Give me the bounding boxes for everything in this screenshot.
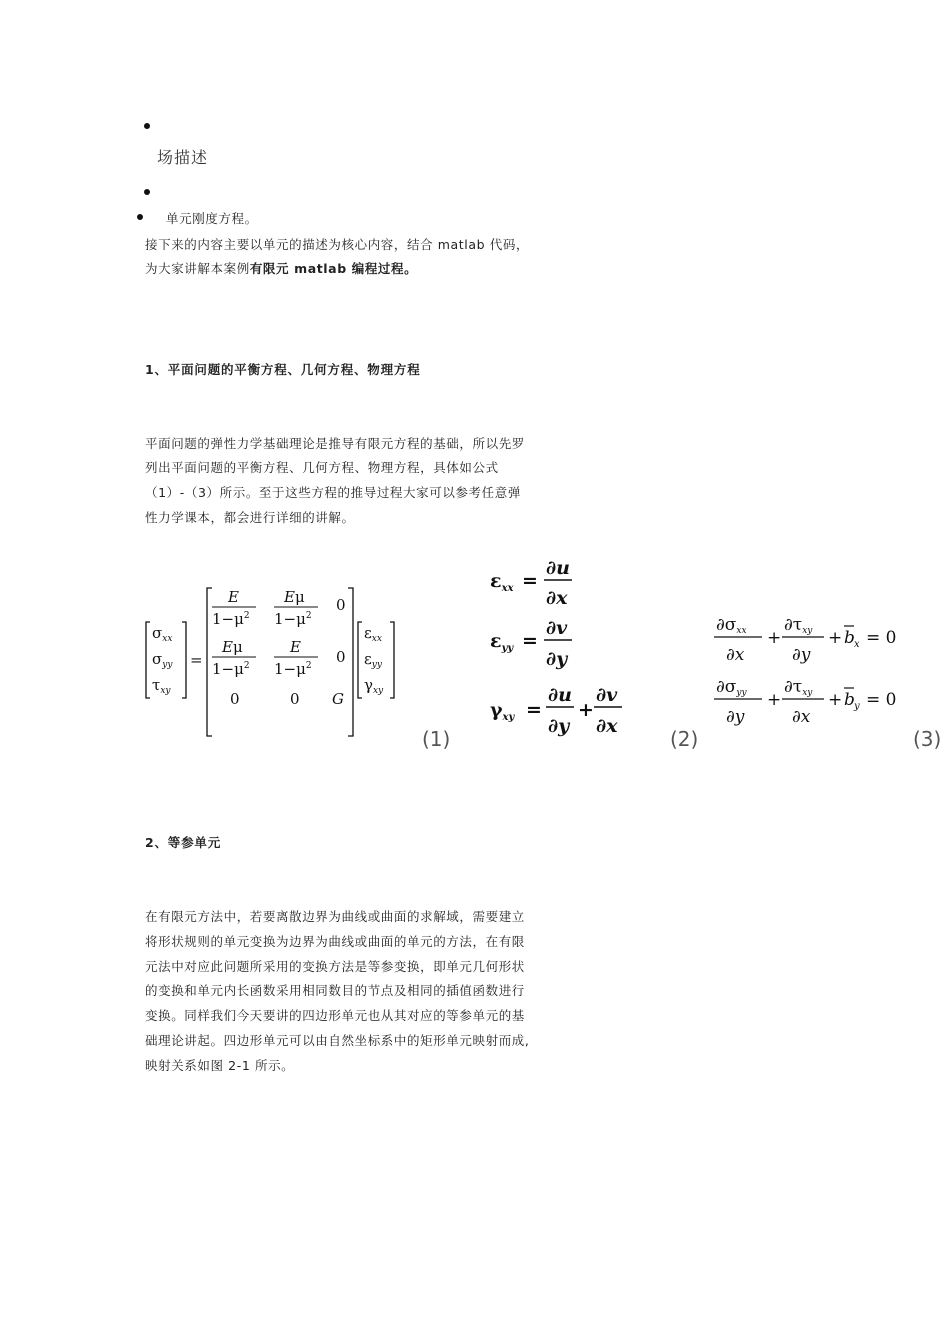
svg-text:∂y: ∂y xyxy=(548,715,570,737)
svg-text:1−μ2: $1-\mu^2$ xyxy=(274,610,312,628)
svg-text:∂τxy: ∂τxy xyxy=(784,677,813,698)
svg-text:E: E xyxy=(290,638,301,656)
svg-text:= 0: = 0 xyxy=(866,690,897,710)
list-bullet xyxy=(144,123,150,129)
svg-text:0: 0 xyxy=(290,690,300,708)
section-2-paragraph-line: 元法中对应此问题所采用的变换方法是等参变换，即单元几何形状 xyxy=(145,959,525,974)
svg-text:∂y: ∂y xyxy=(546,648,568,670)
section-2-paragraph-line: 础理论讲起。四边形单元可以由自然坐标系中的矩形单元映射而成, xyxy=(145,1033,530,1048)
list-bullet xyxy=(137,214,143,220)
equation-number-2: (2) xyxy=(670,727,699,751)
svg-text:∂u: ∂u xyxy=(548,684,572,706)
svg-text:τxy: $\tau_{xy}$ xyxy=(152,676,171,696)
svg-text:∂σxx: ∂σxx xyxy=(716,615,747,636)
svg-text:εxx: $\varepsilon_{xx}$ xyxy=(490,570,514,594)
section-2-paragraph-line: 在有限元方法中，若要离散边界为曲线或曲面的求解域，需要建立 xyxy=(145,909,525,924)
intro-line-2-text: 为大家讲解本案例 xyxy=(145,261,250,276)
svg-text:=: = xyxy=(526,699,542,721)
svg-text:∂y: ∂y xyxy=(792,645,811,665)
svg-text:σxx: $\sigma_{xx}$ xyxy=(152,624,173,644)
intro-line-2 xyxy=(145,259,417,277)
svg-text:+: + xyxy=(578,699,594,721)
svg-text:+: + xyxy=(767,628,782,648)
svg-text:Eμ: Eμ xyxy=(284,588,305,606)
svg-text:γxy: $\gamma_{xy}$ xyxy=(490,699,515,723)
svg-text:E: E xyxy=(228,588,239,606)
svg-text:1−μ2: $1-\mu^2$ xyxy=(212,610,250,628)
geometric-equation-graphic xyxy=(488,552,638,742)
intro-line-1: 接下来的内容主要以单元的描述为核心内容，结合 matlab 代码， xyxy=(145,237,530,252)
svg-text:G: G xyxy=(332,690,344,708)
svg-text:+: + xyxy=(828,628,843,648)
svg-text:∂x: ∂x xyxy=(546,587,568,609)
svg-text:0: 0 xyxy=(336,648,346,666)
svg-text:∂x: ∂x xyxy=(596,715,618,737)
equation-geometric xyxy=(488,552,638,746)
equation-number-1: (1) xyxy=(422,727,451,751)
svg-text:∂x: ∂x xyxy=(726,645,745,665)
section-2-paragraph-line: 将形状规则的单元变换为边界为曲线或曲面的单元的方法，在有限 xyxy=(145,934,525,949)
section-1-paragraph-line: 列出平面问题的平衡方程、几何方程、物理方程，具体如公式 xyxy=(145,460,499,475)
svg-text:=: = xyxy=(522,570,538,592)
svg-text:1−μ2: $1-\mu^2$ xyxy=(212,660,250,678)
section-2-paragraph-line: 变换。同样我们今天要讲的四边形单元也从其对应的等参单元的基 xyxy=(145,1008,525,1023)
list-item: 单元刚度方程。 xyxy=(166,211,258,226)
svg-text:εyy: $\varepsilon_{yy}$ xyxy=(364,650,382,670)
svg-text:b: b xyxy=(844,690,855,710)
svg-text:∂x: ∂x xyxy=(792,707,811,727)
svg-text:∂σyy: ∂σyy xyxy=(716,677,747,698)
field-description-heading: 场描述 xyxy=(157,148,209,167)
section-2-paragraph-line: 的变换和单元内长函数采用相同数目的节点及相同的插值函数进行 xyxy=(145,983,525,998)
svg-text:+: + xyxy=(828,690,843,710)
physical-equation-graphic xyxy=(140,580,410,745)
equation-number-3: (3) xyxy=(913,727,942,751)
section-2-title: 2、等参单元 xyxy=(145,835,221,850)
svg-text:γxy: $\gamma_{xy}$ xyxy=(364,676,384,696)
list-bullet xyxy=(144,189,150,195)
svg-text:∂u: ∂u xyxy=(546,557,570,579)
section-1-title: 1、平面问题的平衡方程、几何方程、物理方程 xyxy=(145,362,421,377)
svg-text:∂v: ∂v xyxy=(596,684,618,706)
svg-text:σyy: $\sigma_{yy}$ xyxy=(152,650,173,670)
svg-text:∂y: ∂y xyxy=(726,707,745,727)
svg-text:=: = xyxy=(190,651,203,669)
svg-text:0: 0 xyxy=(336,596,346,614)
equation-physical xyxy=(140,580,410,749)
svg-text:x: x xyxy=(854,639,860,650)
svg-text:1−μ2: $1-\mu^2$ xyxy=(274,660,312,678)
section-1-paragraph-line: 性力学课本，都会进行详细的讲解。 xyxy=(145,510,355,525)
svg-text:εxx: $\varepsilon_{xx}$ xyxy=(364,624,382,644)
svg-text:= 0: = 0 xyxy=(866,628,897,648)
intro-line-2-bold: 有限元 matlab 编程过程。 xyxy=(249,261,418,276)
svg-text:0: 0 xyxy=(230,690,240,708)
equilibrium-equation-graphic xyxy=(712,610,910,735)
equation-equilibrium xyxy=(712,610,910,739)
section-1-paragraph-line: （1）-（3）所示。至于这些方程的推导过程大家可以参考任意弹 xyxy=(145,485,521,500)
svg-text:Eμ: Eμ xyxy=(222,638,243,656)
svg-text:=: = xyxy=(522,630,538,652)
section-1-paragraph-line: 平面问题的弹性力学基础理论是推导有限元方程的基础，所以先罗 xyxy=(145,436,525,451)
svg-text:y: y xyxy=(854,701,860,712)
svg-text:b: b xyxy=(844,628,855,648)
svg-text:∂v: ∂v xyxy=(546,617,568,639)
svg-text:∂τxy: ∂τxy xyxy=(784,615,813,636)
svg-text:εyy: $\varepsilon_{yy}$ xyxy=(490,630,514,654)
svg-text:+: + xyxy=(767,690,782,710)
section-2-paragraph-line: 映射关系如图 2-1 所示。 xyxy=(145,1058,295,1073)
